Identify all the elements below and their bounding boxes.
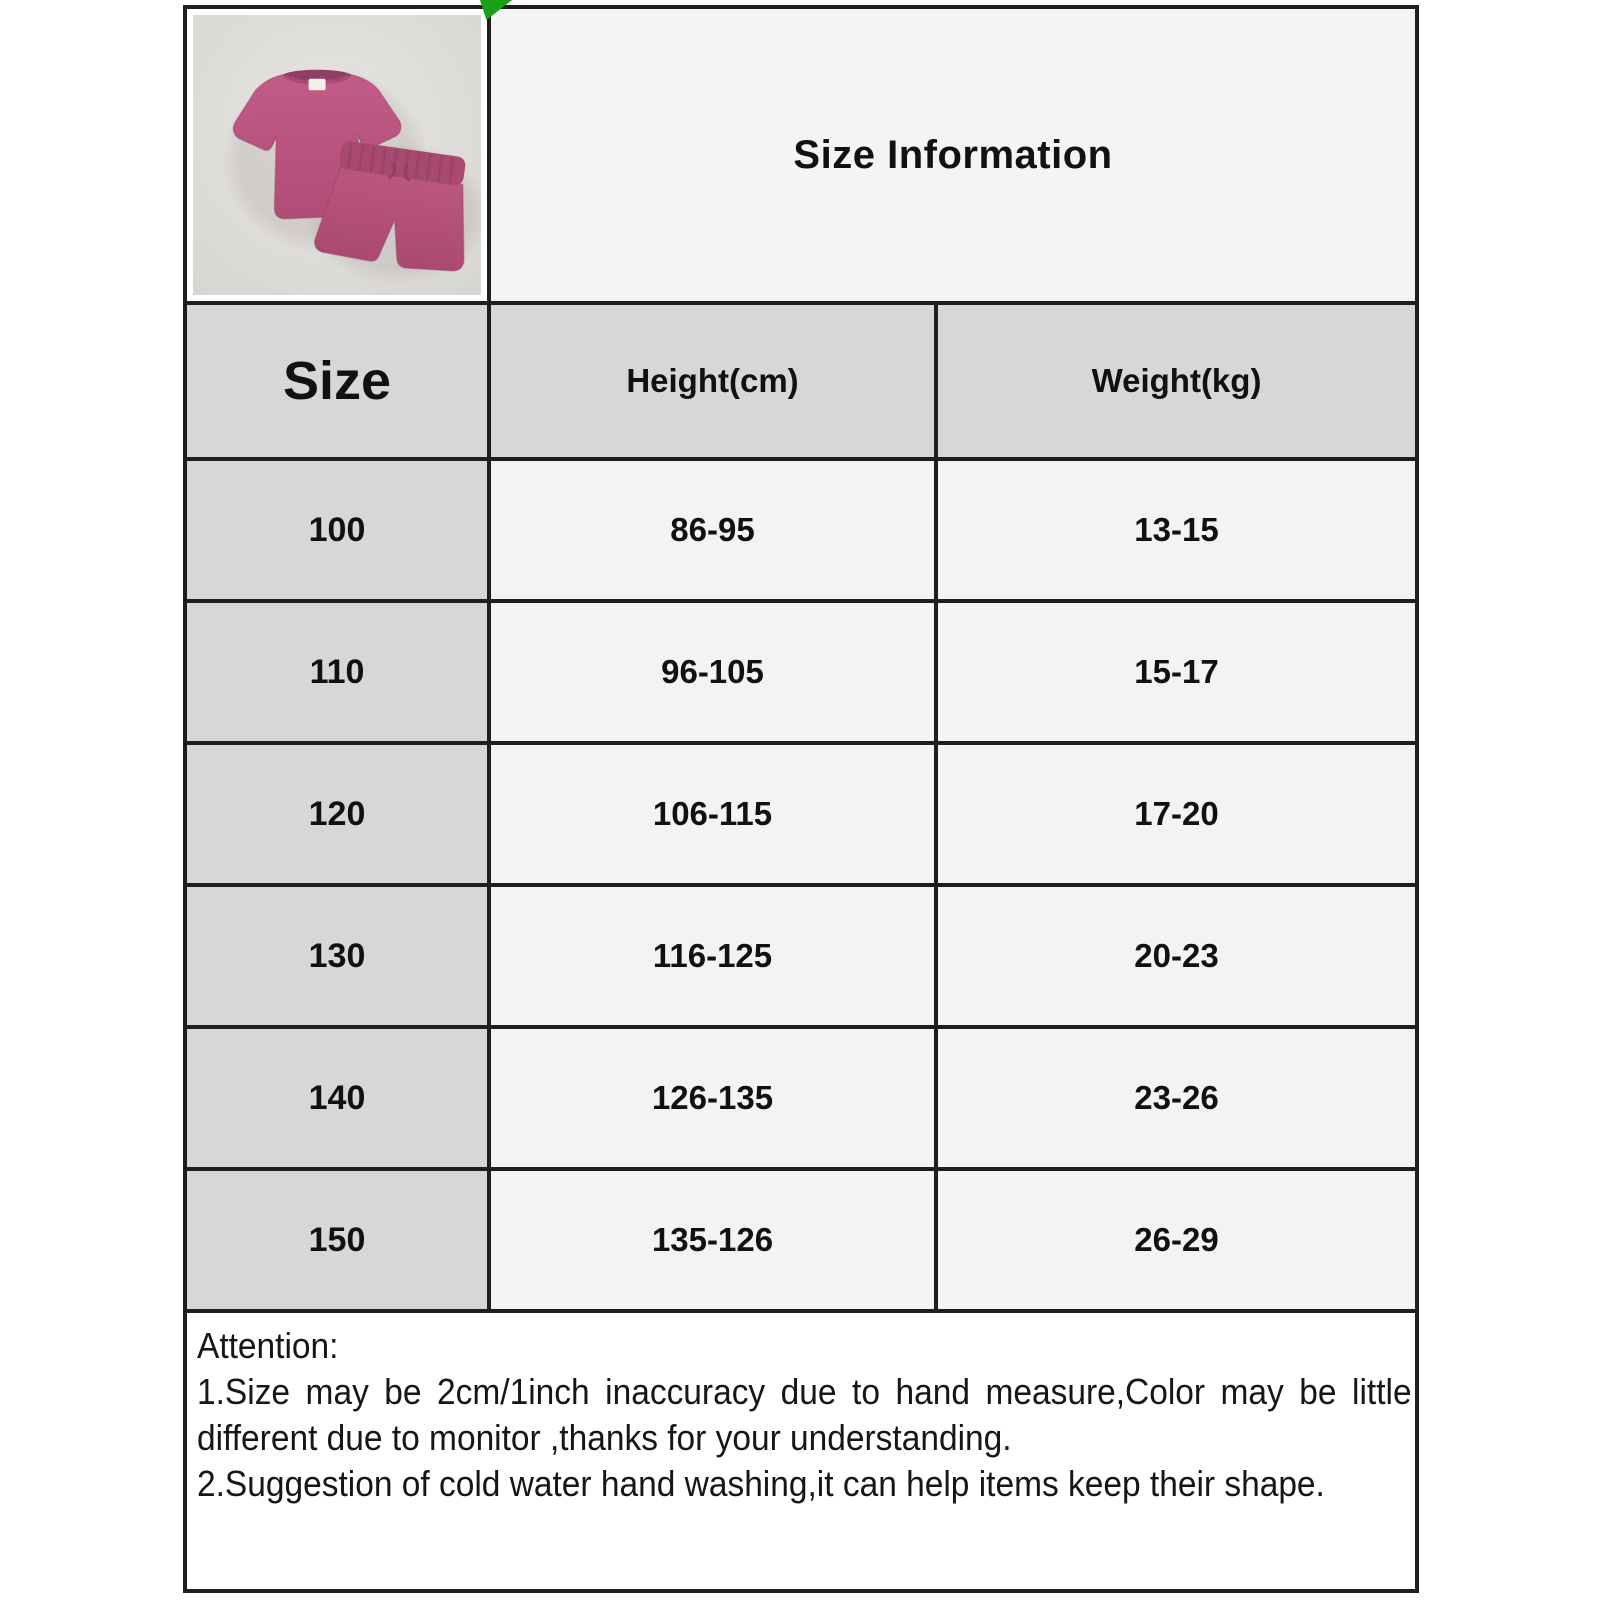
attention-heading: Attention: — [197, 1325, 339, 1366]
weight-range: 17-20 — [938, 745, 1415, 883]
size-value: 110 — [187, 603, 487, 741]
attention-section — [187, 1313, 1415, 1589]
height-range: 126-135 — [491, 1029, 934, 1167]
size-value: 140 — [187, 1029, 487, 1167]
size-value: 100 — [187, 461, 487, 599]
table-title-cell — [491, 9, 1415, 301]
column-header-height: Height(cm) — [491, 305, 934, 457]
size-value: 130 — [187, 887, 487, 1025]
attention-note-1: 1.Size may be 2cm/1inch inaccuracy due to hand measure,Color may be little different due to monitor ,thanks for your understanding. — [197, 1371, 1412, 1458]
tshirt-and-shorts-photo-illustration — [193, 15, 481, 295]
column-header-weight: Weight(kg) — [938, 305, 1415, 457]
weight-range: 15-17 — [938, 603, 1415, 741]
size-value: 150 — [187, 1171, 487, 1309]
weight-range: 20-23 — [938, 887, 1415, 1025]
column-header-size: Size — [187, 305, 487, 457]
attention-note-2: 2.Suggestion of cold water hand washing,it can help items keep their shape. — [197, 1463, 1325, 1504]
size-value: 120 — [187, 745, 487, 883]
weight-range: 26-29 — [938, 1171, 1415, 1309]
height-range: 106-115 — [491, 745, 934, 883]
weight-range: 23-26 — [938, 1029, 1415, 1167]
weight-range: 13-15 — [938, 461, 1415, 599]
product-photo — [187, 9, 487, 301]
size-chart-table — [183, 5, 1419, 1593]
height-range: 96-105 — [491, 603, 934, 741]
height-range: 116-125 — [491, 887, 934, 1025]
page-title: Size Information — [793, 132, 1113, 177]
height-range: 135-126 — [491, 1171, 934, 1309]
height-range: 86-95 — [491, 461, 934, 599]
